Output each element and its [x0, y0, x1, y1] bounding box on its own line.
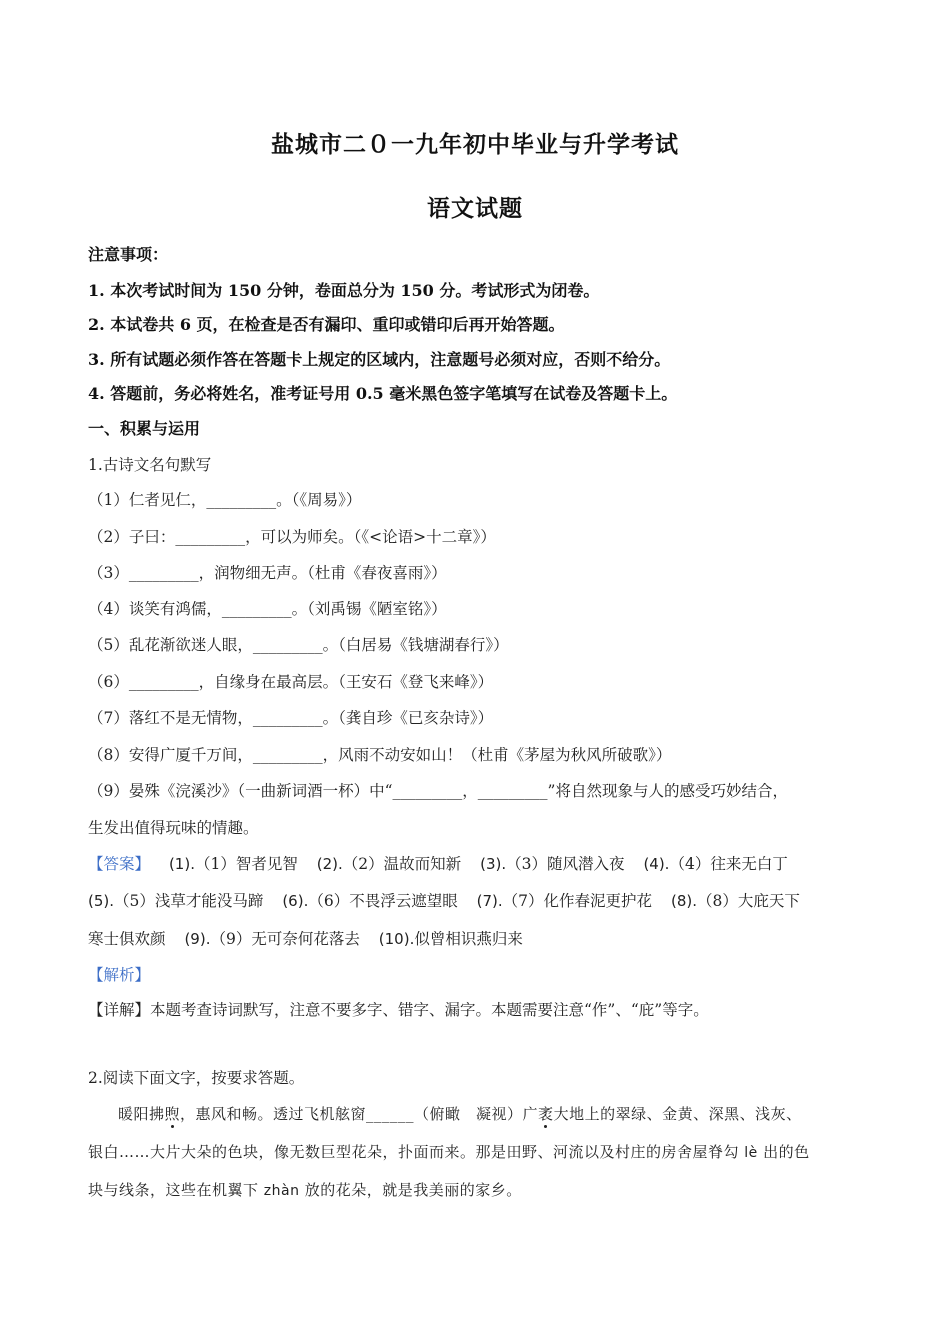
answer-line-2	[88, 891, 800, 911]
page-title: 盐城市二０一九年初中毕业与升学考试	[271, 131, 679, 158]
passage-text: 块与线条，这些在机翼下	[88, 1181, 264, 1199]
answer-text: （3）随风潜入夜	[506, 855, 625, 873]
analysis-label: 【解析】	[88, 966, 151, 984]
answer-number: (9).	[184, 930, 211, 948]
answer-text: （2）温故而知新	[342, 855, 462, 873]
passage-line-3	[88, 1180, 522, 1201]
answer-text: （7）化作春泥更护花	[502, 892, 653, 910]
answer-text: （6）不畏浮云遮望眼	[308, 892, 458, 910]
answer-label: 【答案】	[88, 855, 151, 873]
passage-text: 银白……大片大朵的色块，像无数巨型花朵，扑面而来。那是田野、河流以及村庄的房舍屋脊勾	[88, 1143, 745, 1161]
answer-number: (5).	[88, 892, 115, 910]
passage-text: 暖阳拂	[118, 1105, 165, 1123]
page-subtitle: 语文试题	[427, 195, 523, 222]
passage-line-2	[88, 1142, 810, 1163]
passage-text: ，惠风和畅。透过飞机舷窗______（俯瞰 凝视）广	[180, 1105, 539, 1123]
passage-text: 大地上的翠绿、金黄、深黑、浅灰、	[553, 1105, 802, 1123]
dotted-char: 煦	[164, 1105, 181, 1123]
analysis-detail: 【详解】本题考查诗词默写，注意不要多字、错字、漏字。本题需要注意“作”、“庇”等字。	[88, 1001, 709, 1019]
question-1-item: （1）仁者见仁，_________。（《周易》）	[88, 491, 362, 509]
question-1-item: （5）乱花渐欲迷人眼，_________。（白居易《钱塘湖春行》）	[88, 636, 509, 654]
passage-line-1	[118, 1104, 802, 1124]
answer-text: （8）大庇天下	[697, 892, 800, 910]
question-1-item: （4）谈笑有鸿儒，_________。（刘禹锡《陋室铭》）	[88, 600, 447, 618]
notice-item-2: 2. 本试卷共 6 页，在检查是否有漏印、重印或错印后再开始答题。	[88, 315, 565, 334]
pinyin: lè	[744, 1145, 758, 1161]
passage-text: 放的花朵，就是我美丽的家乡。	[299, 1181, 522, 1199]
answer-number: (3).	[480, 855, 507, 873]
question-1-item: （7）落红不是无情物，_________。（龚自珍《已亥杂诗》）	[88, 709, 494, 727]
notice-heading: 注意事项：	[88, 245, 169, 264]
notice-item-4: 4. 答题前，务必将姓名，准考证号用 0.5 毫米黑色签字笔填写在试卷及答题卡上。	[88, 384, 678, 403]
answer-text: （9）无可奈何花落去	[210, 930, 360, 948]
section-heading: 一、积累与运用	[88, 419, 201, 438]
question-1-item: （8）安得广厦千万间，_________，风雨不动安如山！（杜甫《茅屋为秋风所破歌》）	[88, 746, 672, 764]
answer-text: 似曾相识燕归来	[414, 930, 523, 948]
answer-number: (1).	[168, 855, 195, 873]
question-1-item: （9）晏殊《浣溪沙》（一曲新词酒一杯）中“_________，_________”将自然现象与人的感受巧妙结合，	[88, 782, 788, 800]
notice-item-1: 1. 本次考试时间为 150 分钟，卷面总分为 150 分。考试形式为闭卷。	[88, 281, 600, 300]
notice-item-3: 3. 所有试题必须作答在答题卡上规定的区域内，注意题号必须对应，否则不给分。	[88, 350, 671, 369]
question-1-item: （2）子曰：_________，可以为师矣。（《<论语>十二章》）	[88, 528, 496, 546]
answer-line-3	[88, 929, 523, 949]
passage-text: 出的色	[757, 1143, 810, 1161]
answer-text: （5）浅草才能没马蹄	[114, 892, 264, 910]
dotted-char: 袤	[538, 1105, 554, 1123]
question-1-item-continued: 生发出值得玩味的情趣。	[88, 819, 259, 837]
answer-text: 寒士俱欢颜	[88, 930, 166, 948]
answer-number: (8).	[670, 892, 697, 910]
question-2-title: 2.阅读下面文字，按要求答题。	[88, 1069, 305, 1087]
answer-number: (10).	[378, 930, 415, 948]
answer-number: (4).	[643, 855, 670, 873]
answer-number: (7).	[476, 892, 503, 910]
answer-number: (2).	[316, 855, 343, 873]
question-1-item: （6）_________，自缘身在最高层。（王安石《登飞来峰》）	[88, 673, 494, 691]
pinyin: zhàn	[263, 1183, 300, 1199]
answer-number: (6).	[282, 892, 309, 910]
question-1-item: （3）_________，润物细无声。（杜甫《春夜喜雨》）	[88, 564, 447, 582]
answer-line-1	[88, 854, 788, 874]
answer-text: （4）往来无白丁	[669, 855, 788, 873]
answer-text: （1）智者见智	[194, 855, 298, 873]
question-1-title: 1.古诗文名句默写	[88, 456, 212, 474]
